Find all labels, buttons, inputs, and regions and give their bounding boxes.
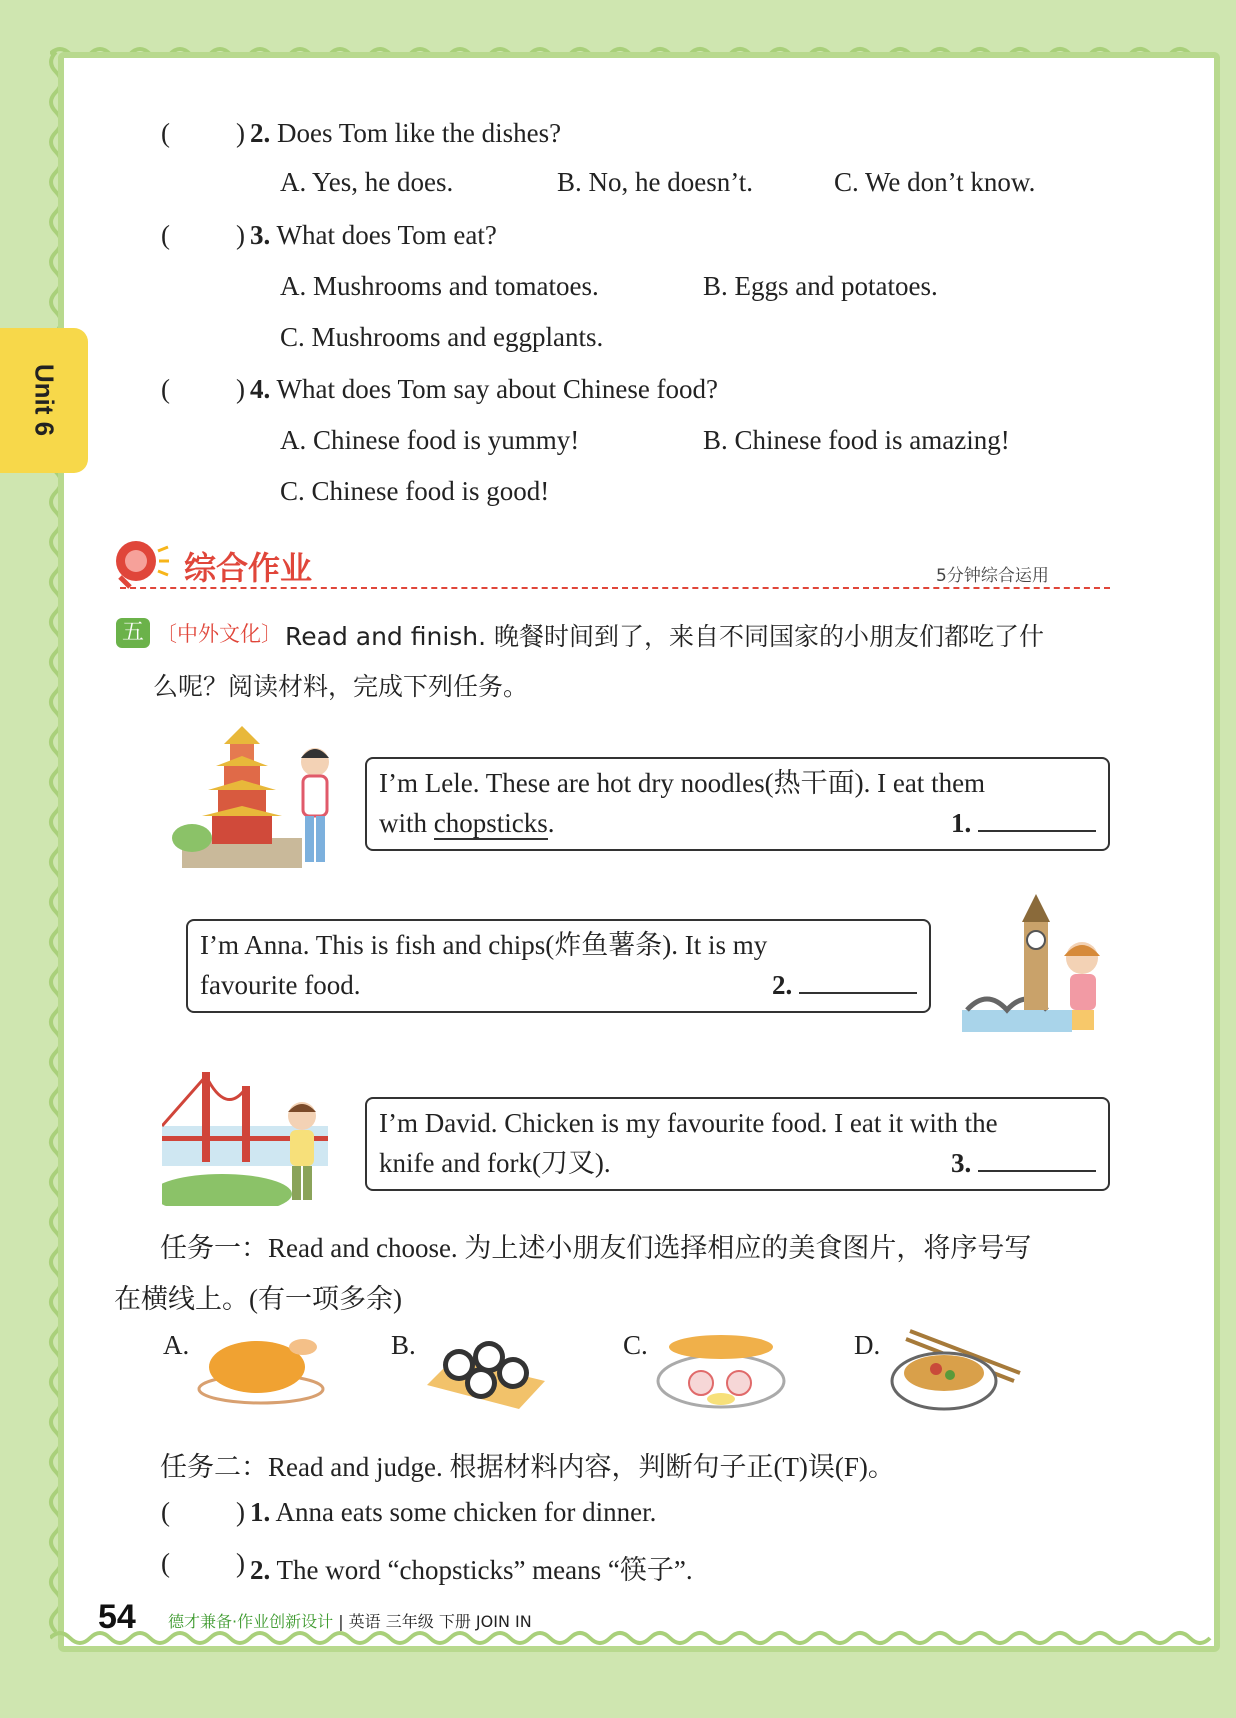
question-number: 4.	[250, 374, 271, 404]
footer-series	[168, 1609, 532, 1632]
big-ben-girl-illustration	[962, 892, 1112, 1034]
question-text: What does Tom eat?	[276, 220, 497, 250]
judge-text: The word “chopsticks” means “筷子”.	[276, 1555, 693, 1585]
option-3b: B. Eggs and potatoes.	[703, 271, 938, 301]
picture-option-b-label: B.	[391, 1330, 416, 1360]
picture-option-a-label: A.	[163, 1330, 190, 1360]
david-line1: I’m David. Chicken is my favourite food. I eat it with the	[379, 1108, 998, 1138]
footer-book-info: 英语 三年级 下册 JOIN IN	[348, 1612, 532, 1631]
lele-line1: I’m Lele. These are hot dry noodles(热干面). I eat them	[379, 768, 986, 798]
blank-number: 2.	[772, 970, 793, 1000]
answer-bracket-close: )	[236, 1548, 245, 1578]
question-2	[250, 118, 561, 149]
footer-series-title: 德才兼备·作业创新设计	[168, 1612, 334, 1631]
golden-gate-boy-illustration	[162, 1066, 328, 1206]
anna-line2-text: favourite food.	[200, 970, 361, 1000]
task1-instruction-line1: 任务一：Read and choose. 为上述小朋友们选择相应的美食图片，将序号写	[160, 1233, 1032, 1263]
answer-bracket-open: (	[161, 118, 170, 148]
task-number-badge: 五	[116, 618, 150, 648]
answer-bracket-open: (	[161, 1548, 170, 1578]
question-3	[250, 220, 497, 251]
lele-line2-pre: with	[379, 808, 434, 838]
option-4a: A. Chinese food is yummy!	[280, 425, 580, 455]
page-number: 54	[98, 1598, 136, 1636]
lele-line2	[379, 803, 1096, 843]
answer-bracket-close: )	[236, 220, 245, 250]
judge-item-2	[250, 1548, 693, 1587]
judge-text: Anna eats some chicken for dinner.	[275, 1497, 657, 1527]
judge-number: 2.	[250, 1555, 271, 1585]
david-line2-text: knife and fork(刀叉).	[379, 1148, 611, 1178]
answer-blank-3[interactable]	[951, 1143, 1096, 1183]
answer-bracket-close: )	[236, 1497, 245, 1527]
megaphone-icon	[112, 537, 170, 589]
lele-chopsticks-word: chopsticks	[433, 808, 548, 838]
judge-item-1	[250, 1497, 656, 1528]
option-3c: C. Mushrooms and eggplants.	[280, 322, 604, 352]
picture-option-d-label: D.	[854, 1330, 881, 1360]
blank-number: 1.	[951, 808, 972, 838]
answer-bracket-open: (	[161, 220, 170, 250]
option-4b: B. Chinese food is amazing!	[703, 425, 1010, 455]
fish-and-chips-icon	[655, 1325, 787, 1411]
tower-boy-illustration	[162, 718, 344, 876]
blank-line	[978, 1144, 1096, 1172]
answer-bracket-close: )	[236, 374, 245, 404]
task-category-tag: 〔中外文化〕	[156, 622, 282, 646]
section-divider	[120, 587, 1110, 589]
blank-line	[799, 966, 917, 994]
anna-line1: I’m Anna. This is fish and chips(炸鱼薯条). It is my	[200, 930, 768, 960]
question-number: 2.	[250, 118, 271, 148]
lele-line2-post: .	[547, 808, 555, 838]
question-text: What does Tom say about Chinese food?	[276, 374, 719, 404]
task2-instruction: 任务二：Read and judge. 根据材料内容，判断句子正(T)误(F)。	[160, 1452, 895, 1482]
david-line2	[379, 1143, 1096, 1183]
question-number: 3.	[250, 220, 271, 250]
unit-side-tab	[0, 328, 88, 473]
roast-chicken-icon	[195, 1325, 330, 1405]
section-subtitle: 5分钟综合运用	[936, 566, 1049, 586]
judge-number: 1.	[250, 1497, 271, 1527]
sushi-icon	[423, 1325, 548, 1411]
question-text: Does Tom like the dishes?	[277, 118, 562, 148]
speech-bubble-anna	[186, 919, 931, 1013]
option-4c: C. Chinese food is good!	[280, 476, 550, 506]
option-2a: A. Yes, he does.	[280, 167, 454, 197]
unit-label: Unit 6	[29, 363, 60, 437]
anna-line2	[200, 965, 917, 1005]
option-2b: B. No, he doesn’t.	[557, 167, 753, 197]
answer-bracket-close: )	[236, 118, 245, 148]
section-title: 综合作业	[184, 549, 313, 587]
picture-option-c-label: C.	[623, 1330, 648, 1360]
answer-blank-1[interactable]	[951, 803, 1096, 843]
task-instruction-line1: Read and finish. 晚餐时间到了，来自不同国家的小朋友们都吃了什	[285, 622, 1045, 651]
option-2c: C. We don’t know.	[834, 167, 1036, 197]
task1-instruction-line2: 在横线上。(有一项多余)	[114, 1284, 402, 1314]
blank-line	[978, 804, 1096, 832]
question-4	[250, 374, 718, 405]
hot-dry-noodles-icon	[886, 1325, 1022, 1421]
task-instruction-line2: 么呢？阅读材料，完成下列任务。	[153, 672, 529, 701]
speech-bubble-lele	[365, 757, 1110, 851]
answer-blank-2[interactable]	[772, 965, 917, 1005]
answer-bracket-open: (	[161, 374, 170, 404]
option-3a: A. Mushrooms and tomatoes.	[280, 271, 599, 301]
footer-separator: |	[338, 1612, 344, 1631]
answer-bracket-open: (	[161, 1497, 170, 1527]
blank-number: 3.	[951, 1148, 972, 1178]
speech-bubble-david	[365, 1097, 1110, 1191]
